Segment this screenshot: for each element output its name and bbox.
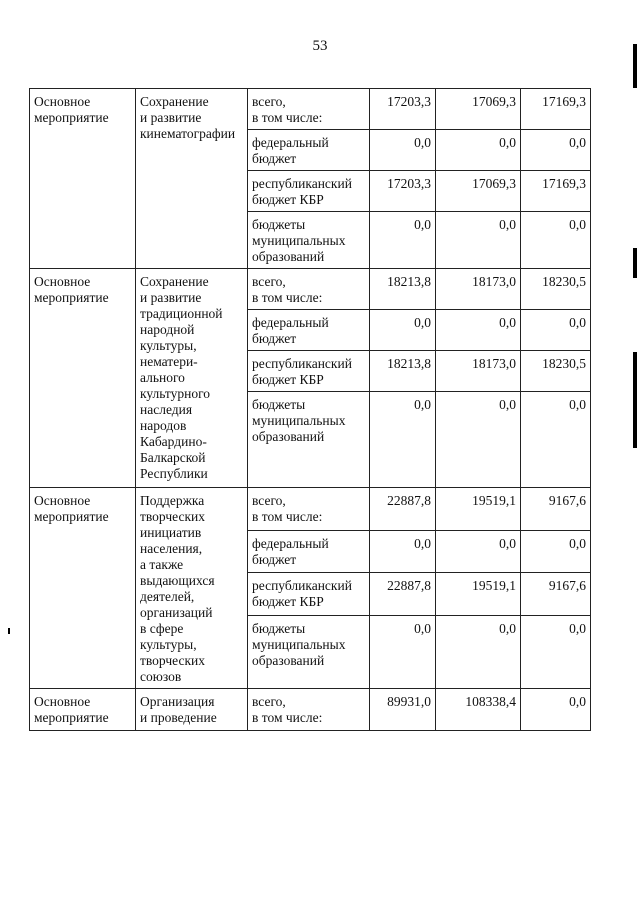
- value-cell: 18173,0: [436, 351, 521, 392]
- value-cell: 0,0: [370, 130, 436, 171]
- funding-source-cell: федеральный бюджет: [248, 310, 370, 351]
- value-cell: 9167,6: [521, 488, 591, 531]
- funding-source-cell: республиканский бюджет КБР: [248, 573, 370, 616]
- value-cell: 18213,8: [370, 351, 436, 392]
- value-cell: 0,0: [370, 212, 436, 269]
- budget-table: [29, 88, 591, 731]
- value-cell: 0,0: [370, 392, 436, 488]
- value-cell: 0,0: [436, 130, 521, 171]
- event-name-cell: Сохранение и развитие кинематографии: [136, 89, 248, 269]
- funding-source-cell: бюджеты муниципальных образований: [248, 616, 370, 689]
- funding-source-cell: бюджеты муниципальных образований: [248, 212, 370, 269]
- scan-edge-mark: [633, 352, 637, 448]
- value-cell: 0,0: [521, 310, 591, 351]
- value-cell: 0,0: [370, 616, 436, 689]
- value-cell: 0,0: [521, 212, 591, 269]
- event-type-cell: Основное мероприятие: [30, 269, 136, 488]
- value-cell: 18230,5: [521, 351, 591, 392]
- funding-source-cell: всего, в том числе:: [248, 269, 370, 310]
- value-cell: 0,0: [370, 310, 436, 351]
- funding-source-cell: всего, в том числе:: [248, 89, 370, 130]
- funding-source-cell: республиканский бюджет КБР: [248, 171, 370, 212]
- funding-source-cell: всего, в том числе:: [248, 488, 370, 531]
- event-name-cell: Поддержка творческих инициатив населения, а также выдающихся деятелей, организаций в сфере культуры, творческих союзов: [136, 488, 248, 689]
- value-cell: 0,0: [521, 616, 591, 689]
- value-cell: 108338,4: [436, 689, 521, 731]
- event-name-cell: Сохранение и развитие традиционной народной культуры, нематери- ального культурного наследия народов Кабардино- Балкарской Республики: [136, 269, 248, 488]
- value-cell: 19519,1: [436, 573, 521, 616]
- value-cell: 0,0: [436, 392, 521, 488]
- value-cell: 18230,5: [521, 269, 591, 310]
- value-cell: 17069,3: [436, 171, 521, 212]
- value-cell: 0,0: [436, 310, 521, 351]
- value-cell: 17203,3: [370, 89, 436, 130]
- value-cell: 18173,0: [436, 269, 521, 310]
- table-row: [30, 689, 591, 731]
- table-row: [30, 488, 591, 531]
- scan-edge-mark: [633, 248, 637, 278]
- value-cell: 18213,8: [370, 269, 436, 310]
- value-cell: 19519,1: [436, 488, 521, 531]
- funding-source-cell: республиканский бюджет КБР: [248, 351, 370, 392]
- funding-source-cell: бюджеты муниципальных образований: [248, 392, 370, 488]
- table-row: [30, 89, 591, 130]
- value-cell: 0,0: [521, 392, 591, 488]
- event-type-cell: Основное мероприятие: [30, 89, 136, 269]
- value-cell: 0,0: [436, 212, 521, 269]
- scan-edge-mark: [633, 44, 637, 88]
- funding-source-cell: федеральный бюджет: [248, 130, 370, 171]
- value-cell: 0,0: [436, 616, 521, 689]
- value-cell: 0,0: [521, 130, 591, 171]
- event-type-cell: Основное мероприятие: [30, 488, 136, 689]
- funding-source-cell: всего, в том числе:: [248, 689, 370, 731]
- event-name-cell: Организация и проведение: [136, 689, 248, 731]
- event-type-cell: Основное мероприятие: [30, 689, 136, 731]
- funding-source-cell: федеральный бюджет: [248, 530, 370, 573]
- value-cell: 0,0: [370, 530, 436, 573]
- value-cell: 0,0: [436, 530, 521, 573]
- value-cell: 17069,3: [436, 89, 521, 130]
- value-cell: 22887,8: [370, 488, 436, 531]
- value-cell: 22887,8: [370, 573, 436, 616]
- value-cell: 17203,3: [370, 171, 436, 212]
- scan-dust-mark: [8, 628, 10, 634]
- value-cell: 9167,6: [521, 573, 591, 616]
- value-cell: 17169,3: [521, 89, 591, 130]
- value-cell: 0,0: [521, 530, 591, 573]
- value-cell: 17169,3: [521, 171, 591, 212]
- value-cell: 0,0: [521, 689, 591, 731]
- value-cell: 89931,0: [370, 689, 436, 731]
- page-number: 53: [312, 38, 328, 54]
- table-row: [30, 269, 591, 310]
